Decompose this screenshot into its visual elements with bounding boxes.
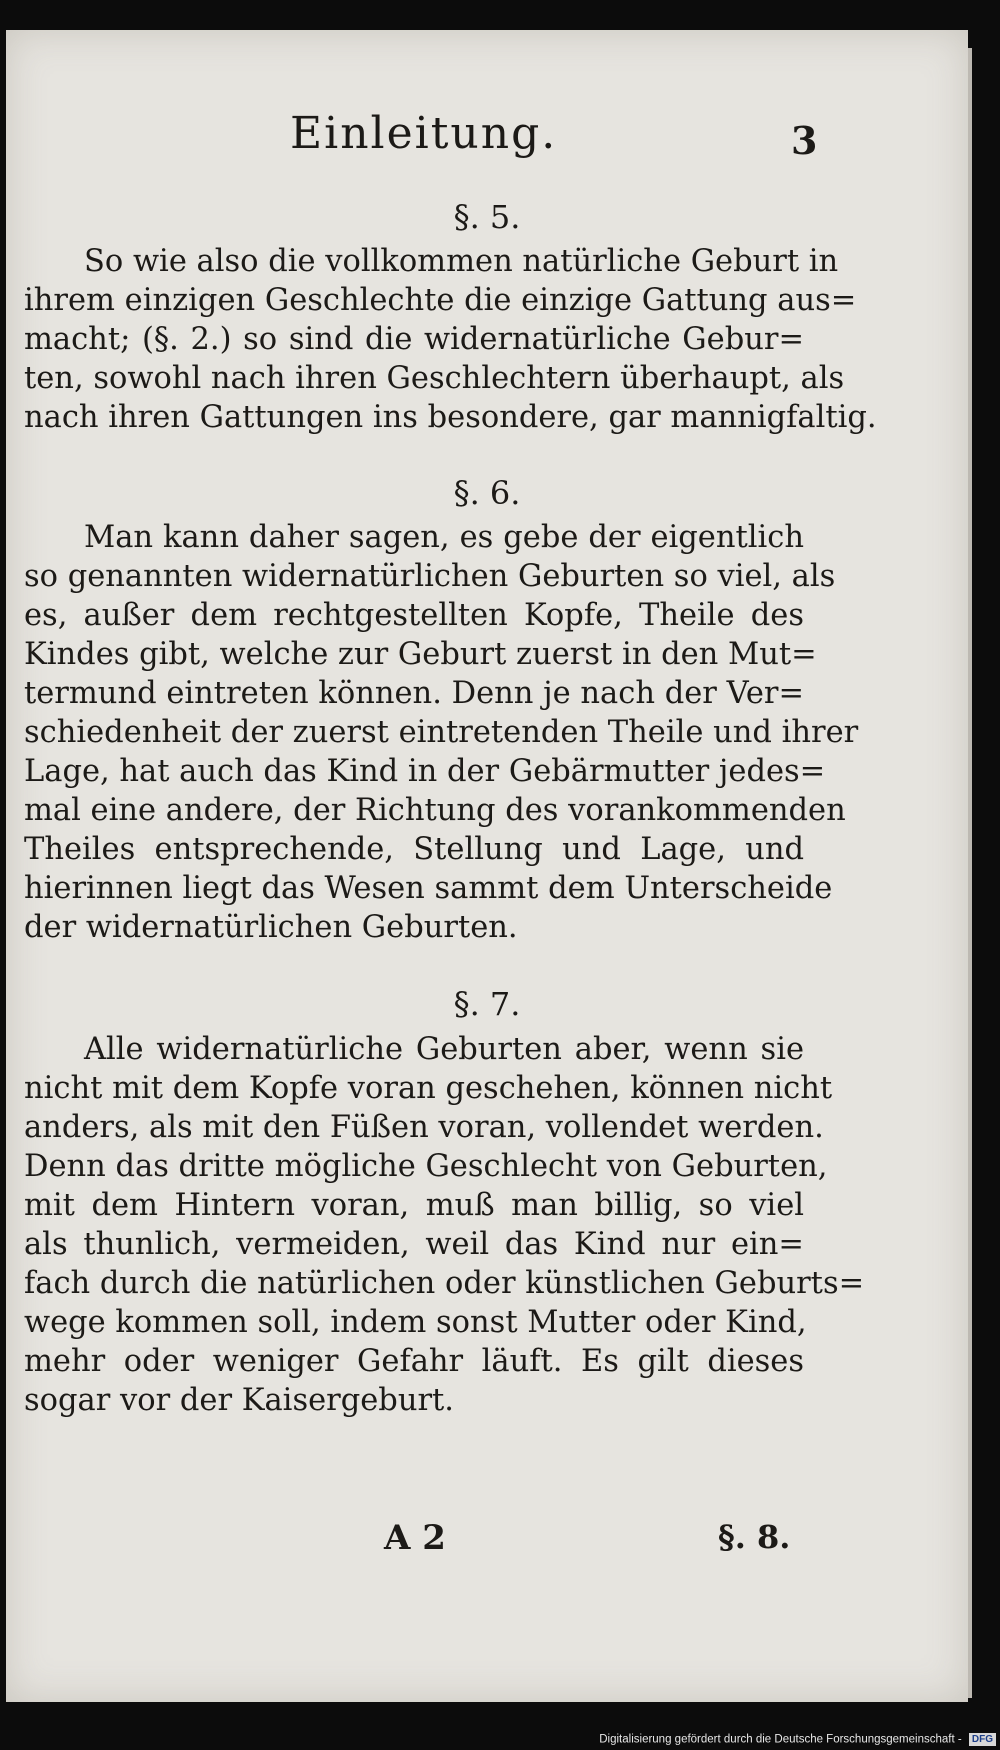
text-line: nach ihren Gattungen ins besondere, gar mannigfaltig.	[24, 400, 877, 435]
text-line: termund eintreten können. Denn je nach der Ver=	[24, 676, 804, 711]
text-line: so genannten widernatürlichen Geburten so viel, als	[24, 559, 836, 594]
text-line: ihrem einzigen Geschlechte die einzige Gattung aus=	[24, 283, 857, 318]
page-edge	[968, 48, 972, 1698]
page-header	[6, 108, 968, 178]
text-line: hierinnen liegt das Wesen sammt dem Unterscheide	[24, 871, 833, 906]
section-7-paragraph	[24, 1030, 865, 1420]
text-line: nicht mit dem Kopfe voran geschehen, können nicht	[24, 1071, 833, 1106]
running-title: Einleitung.	[290, 108, 558, 159]
signature-mark: A 2	[384, 1518, 446, 1558]
book-page	[6, 30, 968, 1702]
page-number: 3	[791, 118, 818, 163]
section-5-paragraph	[24, 242, 877, 437]
text-line: der widernatürlichen Geburten.	[24, 910, 518, 945]
dfg-logo: DFG	[969, 1733, 996, 1746]
section-heading-5: §. 5.	[453, 198, 521, 236]
text-line: Man kann daher sagen, es gebe der eigentlich	[84, 520, 804, 555]
text-line: als thunlich, vermeiden, weil das Kind nur ein=	[24, 1227, 804, 1262]
text-line: ten, sowohl nach ihren Geschlechtern überhaupt, als	[24, 361, 845, 396]
text-line: Alle widernatürliche Geburten aber, wenn sie	[84, 1032, 804, 1067]
text-line: schiedenheit der zuerst eintretenden Theile und ihrer	[24, 715, 859, 750]
text-line: mehr oder weniger Gefahr läuft. Es gilt dieses	[24, 1344, 804, 1379]
text-line: macht; (§. 2.) so sind die widernatürliche Gebur=	[24, 322, 804, 357]
section-heading-7: §. 7.	[453, 985, 521, 1023]
text-line: Kindes gibt, welche zur Geburt zuerst in den Mut=	[24, 637, 817, 672]
text-line: Theiles entsprechende, Stellung und Lage, und	[24, 832, 804, 867]
credit-text: Digitalisierung gefördert durch die Deutsche Forschungsgemeinschaft -	[599, 1733, 962, 1746]
page-footer	[6, 1518, 968, 1568]
text-line: Denn das dritte mögliche Geschlecht von Geburten,	[24, 1149, 828, 1184]
text-line: es, außer dem rechtgestellten Kopfe, Theile des	[24, 598, 804, 633]
catchword: §. 8.	[718, 1518, 791, 1556]
text-line: mal eine andere, der Richtung des vorankommenden	[24, 793, 846, 828]
text-line: Lage, hat auch das Kind in der Gebärmutter jedes=	[24, 754, 826, 789]
text-line: So wie also die vollkommen natürliche Geburt in	[84, 244, 839, 279]
text-line: wege kommen soll, indem sonst Mutter oder Kind,	[24, 1305, 807, 1340]
text-line: sogar vor der Kaisergeburt.	[24, 1383, 454, 1418]
text-line: fach durch die natürlichen oder künstlichen Geburts=	[24, 1266, 865, 1301]
section-heading-6: §. 6.	[453, 474, 521, 512]
section-6-paragraph	[24, 518, 859, 947]
digitization-credit	[599, 1733, 996, 1746]
text-line: mit dem Hintern voran, muß man billig, so viel	[24, 1188, 804, 1223]
text-line: anders, als mit den Füßen voran, vollendet werden.	[24, 1110, 824, 1145]
